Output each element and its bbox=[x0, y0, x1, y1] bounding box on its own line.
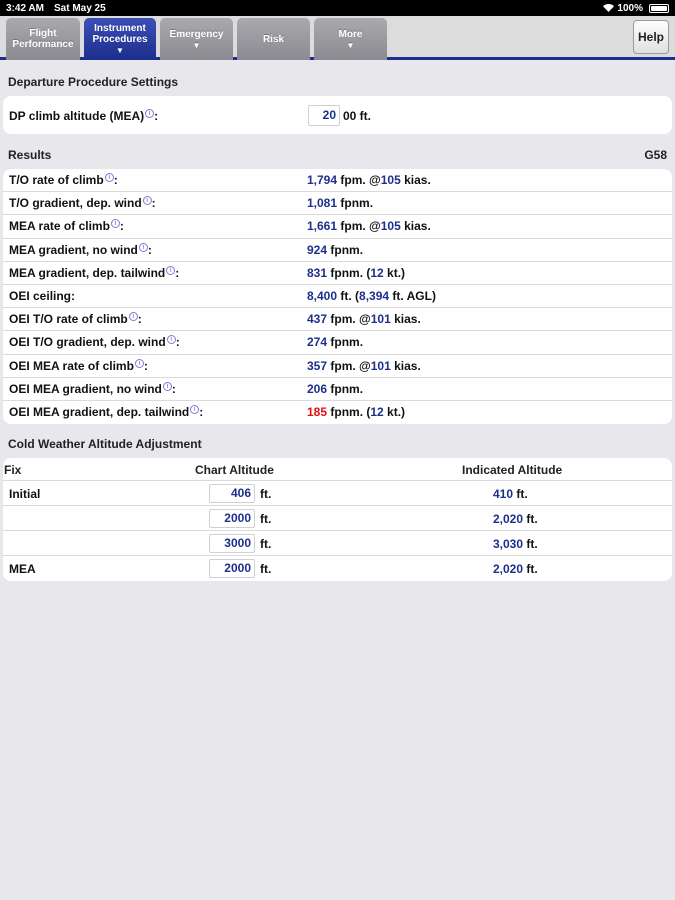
result-label: T/O gradient, dep. wind i : bbox=[9, 196, 156, 211]
info-icon[interactable]: i bbox=[135, 359, 144, 368]
dp-climb-altitude-suffix: 00 ft. bbox=[343, 109, 372, 123]
info-icon[interactable]: i bbox=[166, 266, 175, 275]
tab-flight-performance[interactable] bbox=[6, 18, 80, 60]
cold-weather-header-row bbox=[3, 458, 672, 481]
dp-climb-altitude-row bbox=[3, 96, 672, 134]
status-time: 3:42 AM bbox=[6, 2, 44, 14]
result-label: OEI MEA gradient, dep. tailwind i : bbox=[9, 405, 204, 420]
result-value: 1,081 fpnm. bbox=[307, 196, 374, 211]
results-row bbox=[3, 401, 672, 424]
results-group bbox=[3, 169, 672, 424]
dp-label-colon: : bbox=[154, 109, 159, 123]
result-value: 274 fpnm. bbox=[307, 335, 364, 350]
results-row bbox=[3, 308, 672, 331]
indicated-altitude-value: 3,030 ft. bbox=[493, 537, 538, 551]
cold-weather-section-title: Cold Weather Altitude Adjustment bbox=[8, 437, 202, 451]
results-row bbox=[3, 262, 672, 285]
chevron-down-icon: ▼ bbox=[192, 40, 201, 50]
chart-altitude-input[interactable]: 406 bbox=[209, 484, 255, 503]
wifi-icon bbox=[603, 4, 613, 12]
result-value: 924 fpnm. bbox=[307, 242, 364, 257]
result-label: OEI T/O gradient, dep. wind i : bbox=[9, 335, 180, 350]
tab-label-line1: More bbox=[338, 28, 363, 40]
indicated-altitude-column-header: Indicated Altitude bbox=[462, 463, 563, 477]
info-icon[interactable]: i bbox=[143, 196, 152, 205]
result-label: MEA gradient, dep. tailwind i : bbox=[9, 265, 180, 280]
cold-weather-row bbox=[3, 531, 672, 556]
tab-more[interactable] bbox=[314, 18, 387, 60]
info-icon[interactable]: i bbox=[139, 243, 148, 252]
battery-percent: 100% bbox=[617, 2, 643, 14]
tab-instrument-procedures[interactable] bbox=[84, 18, 156, 60]
results-row bbox=[3, 215, 672, 238]
fix-column-header: Fix bbox=[4, 463, 22, 477]
chart-altitude-input[interactable]: 2000 bbox=[209, 559, 255, 578]
status-bar bbox=[0, 0, 675, 16]
result-value: 1,661 fpm. @105 kias. bbox=[307, 219, 431, 234]
cold-weather-group bbox=[3, 458, 672, 581]
result-value: 8,400 ft. (8,394 ft. AGL) bbox=[307, 289, 436, 304]
tab-label-line2: Procedures bbox=[92, 34, 148, 45]
results-row bbox=[3, 192, 672, 215]
result-label: MEA gradient, no wind i : bbox=[9, 242, 152, 257]
departure-settings-group bbox=[3, 96, 672, 134]
result-value: 206 fpnm. bbox=[307, 381, 364, 396]
info-icon[interactable]: i bbox=[190, 405, 199, 414]
battery-icon bbox=[649, 4, 669, 13]
result-value: 437 fpm. @101 kias. bbox=[307, 312, 421, 327]
aircraft-model-label: G58 bbox=[644, 148, 667, 162]
result-label: MEA rate of climb i : bbox=[9, 219, 124, 234]
chart-altitude-input[interactable]: 3000 bbox=[209, 534, 255, 553]
results-row bbox=[3, 331, 672, 354]
result-value: 357 fpm. @101 kias. bbox=[307, 358, 421, 373]
tab-emergency[interactable] bbox=[160, 18, 233, 60]
results-row bbox=[3, 378, 672, 401]
indicated-altitude-value: 2,020 ft. bbox=[493, 562, 538, 576]
help-button[interactable]: Help bbox=[633, 20, 669, 54]
result-label: T/O rate of climb i : bbox=[9, 173, 118, 188]
info-icon[interactable]: i bbox=[167, 335, 176, 344]
result-value: 831 fpnm. (12 kt.) bbox=[307, 265, 406, 280]
result-label: OEI ceiling: bbox=[9, 289, 76, 304]
cold-weather-row bbox=[3, 481, 672, 506]
tab-risk[interactable] bbox=[237, 18, 310, 60]
indicated-altitude-value: 2,020 ft. bbox=[493, 512, 538, 526]
results-section-title: Results bbox=[8, 148, 52, 162]
chart-altitude-unit: ft. bbox=[260, 512, 272, 526]
indicated-altitude-value: 410 ft. bbox=[493, 487, 528, 501]
dp-climb-altitude-label bbox=[9, 109, 158, 123]
info-icon[interactable]: i bbox=[163, 382, 172, 391]
result-value-warning: 185 fpnm. (12 kt.) bbox=[307, 405, 406, 420]
results-row bbox=[3, 239, 672, 262]
cold-weather-row bbox=[3, 556, 672, 581]
chart-altitude-unit: ft. bbox=[260, 487, 272, 501]
chart-altitude-unit: ft. bbox=[260, 537, 272, 551]
result-label: OEI MEA gradient, no wind i : bbox=[9, 381, 176, 396]
results-row bbox=[3, 285, 672, 308]
info-icon[interactable]: i bbox=[105, 173, 114, 182]
results-row bbox=[3, 169, 672, 192]
dp-label-text: DP climb altitude (MEA) bbox=[9, 109, 145, 123]
info-icon[interactable]: i bbox=[111, 219, 120, 228]
status-date: Sat May 25 bbox=[53, 2, 106, 14]
chevron-down-icon: ▼ bbox=[346, 40, 355, 50]
tab-label-line1: Flight bbox=[29, 28, 57, 39]
chart-altitude-unit: ft. bbox=[260, 562, 272, 576]
result-value: 1,794 fpm. @105 kias. bbox=[307, 173, 431, 188]
tab-label-line2: Performance bbox=[12, 39, 74, 50]
result-label: OEI MEA rate of climb i : bbox=[9, 358, 148, 373]
chart-altitude-input[interactable]: 2000 bbox=[209, 509, 255, 528]
tab-label-line1: Risk bbox=[262, 33, 285, 45]
tab-label-line1: Emergency bbox=[169, 28, 224, 40]
tab-label-line1: Instrument bbox=[94, 23, 146, 34]
cold-weather-row bbox=[3, 506, 672, 531]
result-label: OEI T/O rate of climb i : bbox=[9, 312, 142, 327]
tab-bar bbox=[0, 16, 675, 60]
results-row bbox=[3, 355, 672, 378]
fix-label: Initial bbox=[9, 487, 41, 501]
info-icon[interactable]: i bbox=[129, 312, 138, 321]
fix-label: MEA bbox=[9, 562, 36, 576]
dp-climb-altitude-input[interactable]: 20 bbox=[308, 105, 340, 126]
departure-section-title: Departure Procedure Settings bbox=[8, 75, 179, 89]
chevron-down-icon: ▼ bbox=[116, 46, 124, 55]
chart-altitude-column-header: Chart Altitude bbox=[195, 463, 274, 477]
info-icon[interactable]: i bbox=[145, 109, 154, 118]
